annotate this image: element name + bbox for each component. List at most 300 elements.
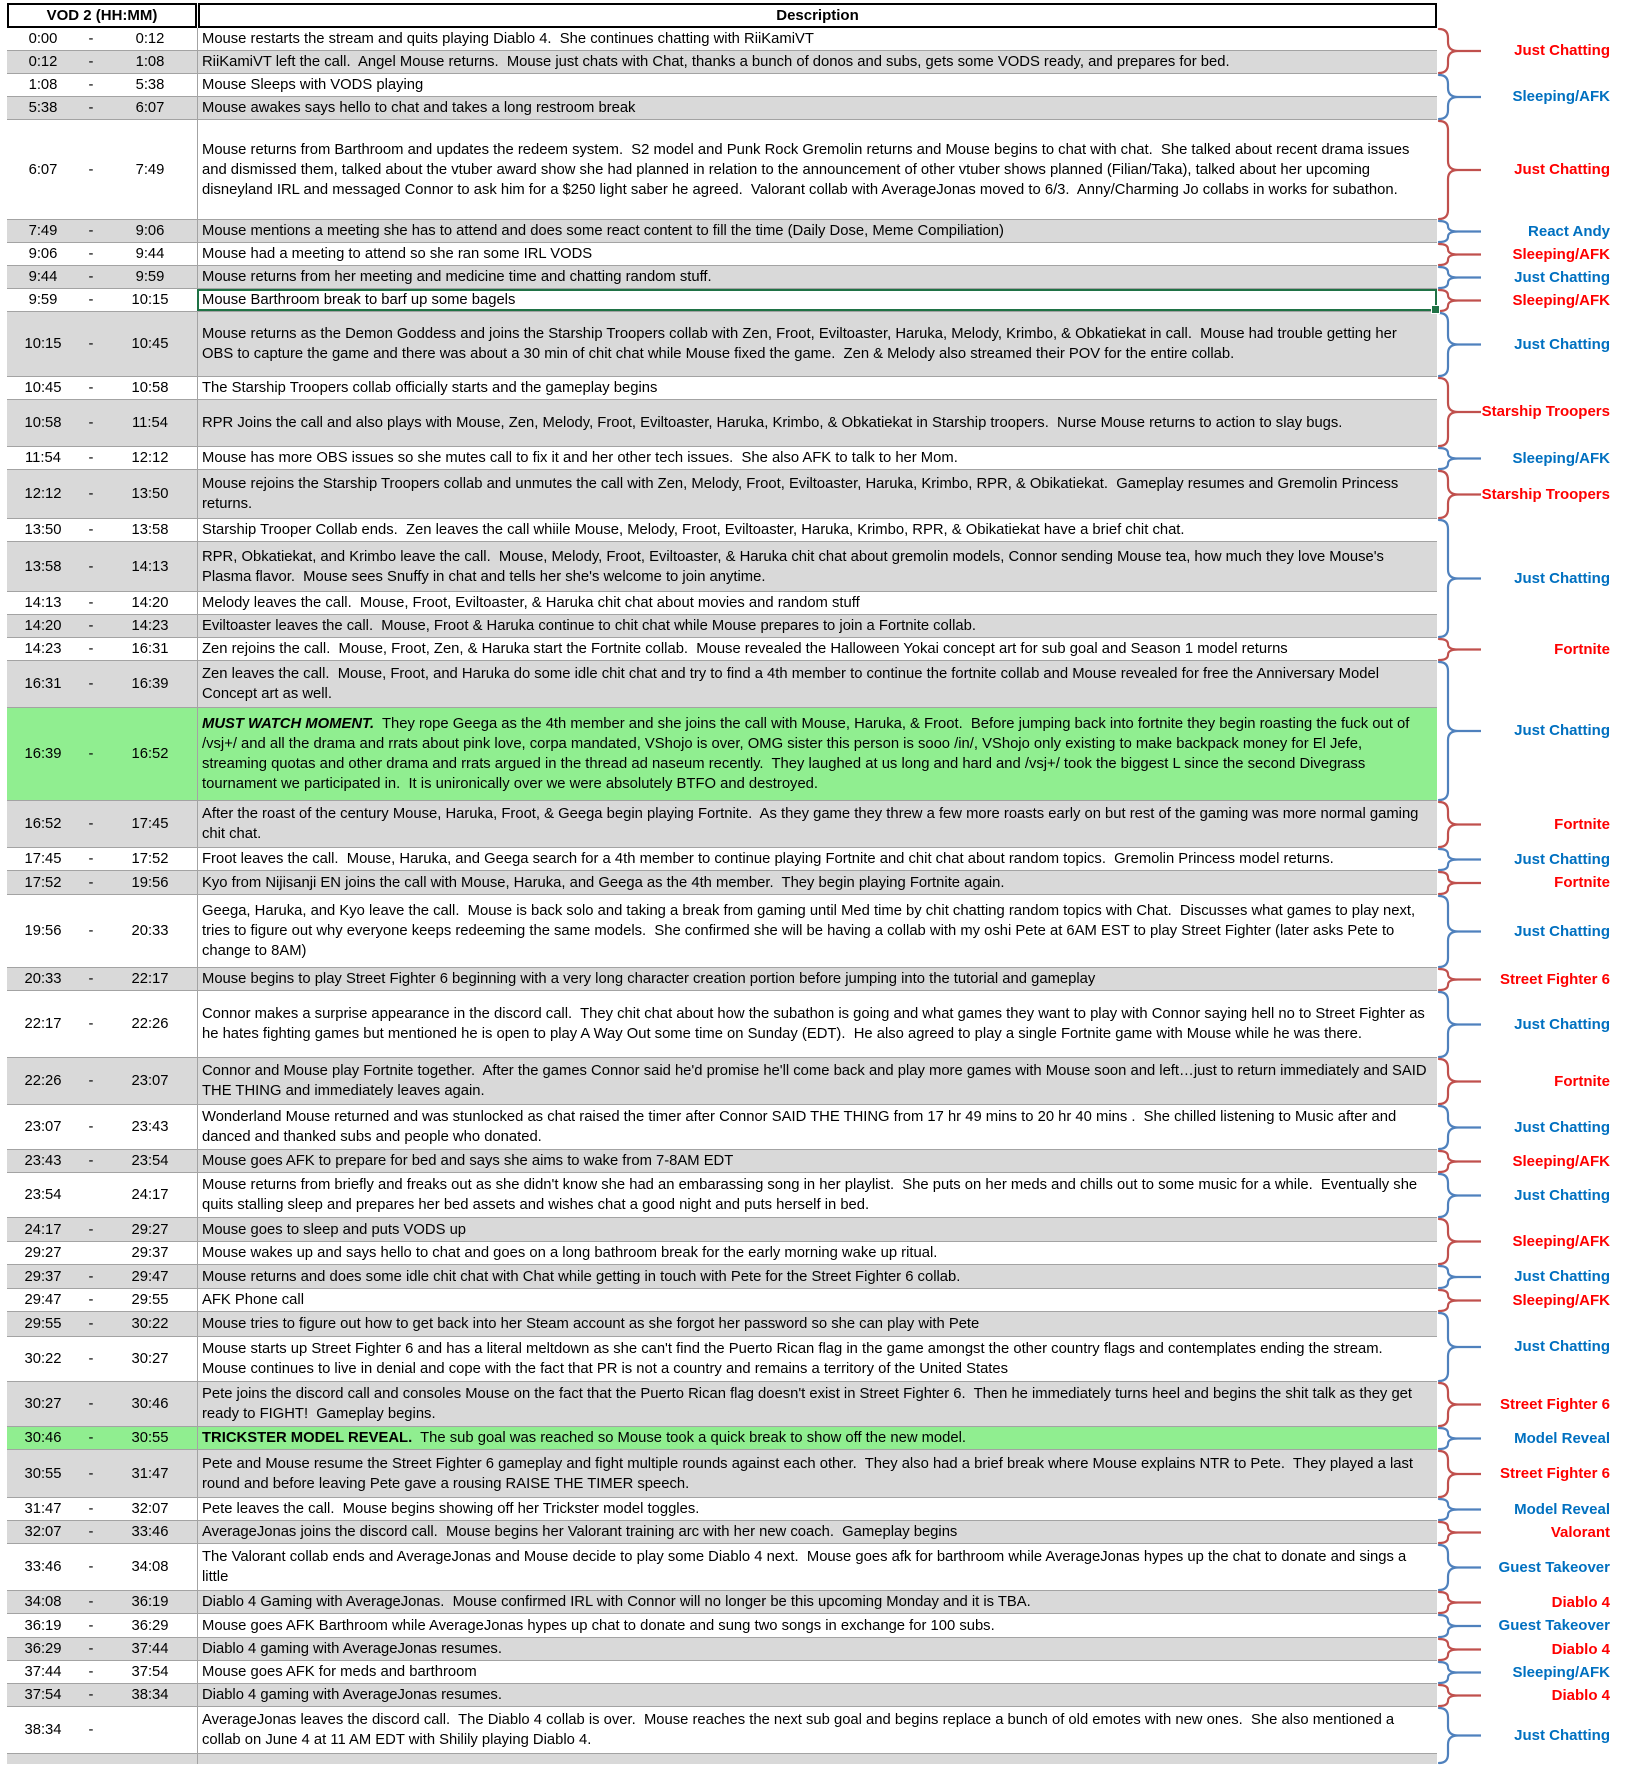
time-column-header[interactable]: VOD 2 (HH:MM)	[7, 3, 197, 28]
time-start-cell[interactable]: 30:22	[24, 1351, 62, 1367]
time-end-cell[interactable]: 12:12	[131, 450, 169, 466]
description-cell[interactable]	[197, 592, 1437, 614]
description-cell[interactable]	[197, 1450, 1437, 1497]
description-cell[interactable]	[197, 447, 1437, 469]
table-row	[7, 542, 1437, 592]
description-cell[interactable]	[197, 519, 1437, 541]
time-start-cell[interactable]: 37:44	[24, 1664, 62, 1680]
description-cell[interactable]	[197, 1754, 1437, 1764]
time-start-cell[interactable]: 22:26	[24, 1073, 62, 1089]
table-row	[7, 377, 1437, 400]
time-end-cell[interactable]: 31:47	[131, 1465, 169, 1482]
category-brace	[1439, 75, 1458, 119]
time-end-cell[interactable]: 9:06	[135, 223, 165, 239]
time-end-cell[interactable]: 1:08	[135, 54, 165, 70]
category-label: Just Chatting	[1514, 42, 1610, 59]
category-label: Starship Troopers	[1481, 403, 1610, 420]
table-row	[7, 74, 1437, 97]
time-end-cell[interactable]: 6:07	[135, 100, 165, 116]
category-label: Valorant	[1550, 1523, 1610, 1541]
time-start-cell[interactable]: 13:50	[24, 522, 62, 538]
category-brace	[1439, 471, 1458, 518]
category-label: Just Chatting	[1514, 335, 1610, 353]
description-cell[interactable]	[197, 1337, 1437, 1381]
table-row	[7, 312, 1437, 377]
time-start-cell[interactable]: 9:44	[28, 269, 58, 285]
time-end-cell[interactable]: 29:55	[131, 1292, 169, 1308]
category-brace	[1439, 1545, 1458, 1590]
description-text: Mouse has more OBS issues so she mutes call to fix it and her other tech issues. She also AFK to talk to her Mom.	[202, 450, 958, 466]
time-dash-cell[interactable]: -	[88, 874, 94, 891]
description-cell[interactable]	[197, 1661, 1437, 1683]
description-text: Mouse restarts the stream and quits playing Diablo 4. She continues chatting with RiiKamiVT	[202, 31, 814, 47]
description-text: MUST WATCH MOMENT. They rope Geega as the 4th member and she joins the call with Mouse, Haruka, & Froot. Before jumping back into fortnite they begin roasting the fuck out of /vsj+/ and all the drama and rrats about pink love, corpa mandated, VShojo is over, OMG sister this person is sooo /in/, VShojo only existing to make backpack money for El Jefe, streaming quotas and other drama and rrats argued in the thread ad naseum recently. They laughed at us long and hard and /vsj+/ took the biggest L since the second Divegrass tournament we participated in. It is unironically over we were absolutely BTFO and destroyed.	[202, 716, 1414, 792]
time-dash-cell[interactable]: -	[88, 246, 94, 262]
description-cell[interactable]	[197, 638, 1437, 660]
description-text: Kyo from Nijisanji EN joins the call with Mouse, Haruka, and Geega as the 4th member. They begin playing Fortnite again.	[202, 874, 1005, 891]
time-start-cell[interactable]: 30:46	[24, 1430, 62, 1446]
time-end-cell[interactable]: 23:07	[131, 1073, 169, 1089]
time-end-cell[interactable]: 5:38	[135, 77, 165, 93]
table-row	[7, 708, 1437, 801]
time-end-cell[interactable]: 36:19	[131, 1594, 169, 1610]
time-start-cell[interactable]: 34:08	[24, 1594, 62, 1610]
description-text: Diablo 4 gaming with AverageJonas resumes.	[202, 1641, 502, 1657]
time-start-cell[interactable]: 29:37	[24, 1268, 62, 1285]
time-dash-cell[interactable]: -	[88, 1641, 94, 1657]
description-text: Mouse returns from her meeting and medicine time and chatting random stuff.	[202, 269, 712, 285]
category-label: Just Chatting	[1514, 1118, 1610, 1136]
time-start-cell[interactable]: 37:54	[24, 1687, 62, 1703]
time-end-cell[interactable]: 17:45	[131, 816, 169, 832]
time-dash-cell[interactable]: -	[88, 641, 94, 657]
description-cell[interactable]	[197, 1684, 1437, 1706]
time-start-cell[interactable]: 9:06	[28, 246, 58, 262]
time-start-cell[interactable]: 29:27	[24, 1245, 62, 1261]
time-end-cell[interactable]: 29:47	[131, 1268, 169, 1285]
time-end-cell[interactable]	[103, 1754, 197, 1764]
time-dash-cell[interactable]	[79, 1754, 103, 1764]
time-dash-cell[interactable]: -	[88, 1617, 94, 1634]
description-text: The Valorant collab ends and AverageJonas and Mouse decide to play some Diablo 4 next. Mouse goes afk for barthroom while AverageJonas hypes up the chat to donate and sings a little	[202, 1549, 1411, 1585]
category-brace	[1439, 29, 1458, 73]
description-cell[interactable]	[197, 1638, 1437, 1660]
time-end-cell[interactable]: 30:46	[131, 1396, 169, 1412]
time-end-cell[interactable]: 23:43	[131, 1119, 169, 1135]
time-start-cell[interactable]: 38:34	[24, 1722, 62, 1738]
time-dash-cell[interactable]: -	[88, 1292, 94, 1308]
time-end-cell[interactable]: 10:58	[131, 380, 169, 396]
description-cell[interactable]	[197, 28, 1437, 50]
time-end-cell[interactable]: 29:27	[131, 1221, 169, 1238]
description-text: Pete and Mouse resume the Street Fighter 6 gameplay and fight multiple rounds against each other. They also had a brief break where Mouse explains NTR to Pete. They played a last round and before leaving Pete gave a rousing RAISE THE TIMER speech.	[202, 1455, 1418, 1492]
time-start-cell[interactable]: 14:23	[24, 641, 62, 657]
time-dash-cell[interactable]: -	[88, 31, 94, 47]
time-end-cell[interactable]: 10:15	[131, 292, 169, 308]
time-start-cell[interactable]: 17:52	[24, 874, 62, 891]
description-cell[interactable]	[197, 542, 1437, 591]
table-row	[7, 661, 1437, 708]
category-label: Diablo 4	[1551, 1686, 1610, 1704]
time-dash-cell[interactable]: -	[88, 851, 94, 867]
description-cell[interactable]	[197, 1591, 1437, 1613]
description-cell[interactable]	[197, 968, 1437, 990]
time-end-cell[interactable]: 37:54	[131, 1664, 169, 1680]
time-end-cell[interactable]: 13:50	[131, 486, 169, 502]
time-dash-cell[interactable]: -	[88, 161, 94, 178]
time-start-cell[interactable]: 36:29	[24, 1641, 62, 1657]
time-dash-cell[interactable]: -	[88, 1351, 94, 1367]
table-row	[7, 470, 1437, 519]
description-cell[interactable]	[197, 661, 1437, 707]
description-cell[interactable]	[197, 1427, 1437, 1449]
time-end-cell[interactable]: 19:56	[131, 874, 169, 891]
description-text: Geega, Haruka, and Kyo leave the call. Mouse is back solo and taking a break from gaming until Med time by chit chatting random topics with Chat. Discusses what games to play next, tries to figure out why everyone keeps redeeming the same models. She confirmed she will be having a collab with my oshi Pete at 6AM EST to play Street Fighter (later asks Pete to change to 8AM)	[202, 903, 1420, 959]
time-start-cell[interactable]: 0:00	[28, 31, 58, 47]
description-cell[interactable]	[197, 1289, 1437, 1311]
time-dash-cell[interactable]: -	[88, 816, 94, 832]
table-body	[7, 28, 1437, 1764]
time-dash-cell[interactable]: -	[88, 415, 94, 431]
description-cell[interactable]	[197, 400, 1437, 446]
category-label: Fortnite	[1554, 1072, 1610, 1090]
table-row	[7, 1754, 1437, 1764]
time-end-cell[interactable]: 36:29	[131, 1617, 169, 1634]
time-start-cell[interactable]: 13:58	[24, 558, 62, 575]
time-start-cell[interactable]: 9:59	[28, 292, 58, 308]
table-row	[7, 1544, 1437, 1591]
description-cell[interactable]	[197, 991, 1437, 1057]
table-row	[7, 1614, 1437, 1638]
table-row	[7, 1684, 1437, 1707]
time-start-cell[interactable]: 23:54	[24, 1187, 62, 1203]
time-start-cell[interactable]: 22:17	[24, 1016, 62, 1032]
category-label: Street Fighter 6	[1499, 970, 1610, 988]
description-cell[interactable]	[197, 1707, 1437, 1753]
description-cell[interactable]	[197, 97, 1437, 119]
category-label: Fortnite	[1554, 874, 1610, 891]
category-brace	[1439, 1451, 1458, 1497]
time-dash-cell[interactable]: -	[88, 292, 94, 308]
time-start-cell[interactable]: 29:55	[24, 1316, 62, 1332]
time-start-cell[interactable]: 36:19	[24, 1617, 62, 1634]
time-end-cell[interactable]: 38:34	[131, 1687, 169, 1703]
category-brace	[1439, 1106, 1458, 1149]
time-dash-cell[interactable]: -	[88, 1396, 94, 1412]
time-end-cell[interactable]: 24:17	[131, 1187, 169, 1203]
category-label: Sleeping/AFK	[1512, 1291, 1610, 1309]
description-cell[interactable]	[197, 1498, 1437, 1520]
time-start-cell[interactable]: 29:47	[24, 1292, 62, 1308]
time-start-cell[interactable]: 5:38	[28, 100, 58, 116]
time-dash-cell[interactable]: -	[88, 595, 94, 611]
time-end-cell[interactable]: 16:31	[131, 641, 169, 657]
description-cell[interactable]	[197, 1218, 1437, 1241]
description-text: Connor and Mouse play Fortnite together. After the games Connor said he'd promise he'll come back and play more games with Mouse soon and left…just to return immediately and SAID THE THING and immediately leaves again.	[202, 1063, 1431, 1099]
time-end-cell[interactable]: 22:17	[131, 971, 169, 987]
time-start-cell[interactable]: 14:20	[24, 618, 62, 634]
description-text: The Starship Troopers collab officially starts and the gameplay begins	[202, 380, 658, 396]
description-text: Mouse returns and does some idle chit chat with Chat while getting in touch with Pete for the Street Fighter 6 collab.	[202, 1268, 961, 1285]
table-row	[7, 51, 1437, 74]
table-row	[7, 289, 1437, 312]
time-dash-cell[interactable]: -	[88, 1501, 94, 1517]
category-label: Fortnite	[1554, 640, 1610, 658]
time-start-cell[interactable]: 31:47	[24, 1501, 62, 1517]
time-start-cell[interactable]: 33:46	[24, 1559, 62, 1575]
time-start-cell[interactable]: 16:31	[24, 676, 62, 692]
time-dash-cell[interactable]: -	[88, 1268, 94, 1285]
time-dash-cell[interactable]: -	[88, 1559, 94, 1575]
description-bold-prefix: MUST WATCH MOMENT.	[202, 716, 375, 732]
description-cell[interactable]	[197, 848, 1437, 870]
time-dash-cell[interactable]: -	[88, 1016, 94, 1032]
time-dash-cell[interactable]: -	[88, 1153, 94, 1169]
description-cell[interactable]	[197, 1265, 1437, 1288]
time-dash-cell[interactable]: -	[88, 336, 94, 352]
category-brace	[1439, 121, 1458, 219]
table-row	[7, 120, 1437, 220]
table-row	[7, 28, 1437, 51]
description-cell[interactable]	[197, 871, 1437, 894]
time-dash-cell[interactable]: -	[88, 1073, 94, 1089]
time-dash-cell[interactable]: -	[88, 746, 94, 762]
category-brace	[1439, 1662, 1458, 1683]
time-dash-cell[interactable]: -	[88, 676, 94, 692]
time-dash-cell[interactable]	[79, 1173, 103, 1217]
category-brace	[1439, 221, 1458, 242]
time-start-cell[interactable]: 12:12	[24, 486, 62, 502]
description-text: Mouse goes AFK Barthroom while AverageJonas hypes up chat to donate and sung two songs in exchange for 100 subs.	[202, 1617, 995, 1634]
table-row	[7, 968, 1437, 991]
description-cell[interactable]	[197, 377, 1437, 399]
time-start-cell[interactable]: 19:56	[24, 923, 62, 939]
description-bold-prefix: TRICKSTER MODEL REVEAL.	[202, 1430, 413, 1446]
category-brace	[1439, 1592, 1458, 1613]
time-dash-cell[interactable]: -	[88, 380, 94, 396]
category-brace	[1439, 992, 1458, 1057]
category-label: Sleeping/AFK	[1512, 1232, 1610, 1250]
time-dash-cell[interactable]: -	[88, 1594, 94, 1610]
time-dash-cell[interactable]: -	[88, 618, 94, 634]
time-end-cell[interactable]: 14:23	[131, 618, 169, 634]
time-end-cell[interactable]: 14:20	[131, 595, 169, 611]
category-brace	[1439, 1313, 1458, 1381]
table-row	[7, 266, 1437, 289]
time-dash-cell[interactable]: -	[88, 1687, 94, 1703]
time-dash-cell[interactable]: -	[88, 77, 94, 93]
description-cell[interactable]	[197, 801, 1437, 847]
time-end-cell[interactable]: 17:52	[131, 851, 169, 867]
time-dash-cell[interactable]: -	[88, 971, 94, 987]
category-brace	[1439, 849, 1458, 870]
description-cell[interactable]	[197, 266, 1437, 288]
description-cell[interactable]	[197, 615, 1437, 637]
table-row	[7, 1707, 1437, 1754]
table-row	[7, 991, 1437, 1058]
description-cell[interactable]	[197, 243, 1437, 265]
time-start-cell[interactable]: 14:13	[24, 595, 62, 611]
description-cell[interactable]	[197, 51, 1437, 73]
description-text: AverageJonas leaves the discord call. The Diablo 4 collab is over. Mouse reaches the next sub goal and begins replace a bunch of old emotes with new ones. She also mentioned a collab on June 4 at 11 AM EDT with Shilily playing Diablo 4.	[202, 1712, 1399, 1748]
time-end-cell[interactable]: 22:26	[131, 1016, 169, 1032]
description-cell[interactable]	[197, 895, 1437, 967]
description-cell[interactable]	[197, 220, 1437, 242]
time-dash-cell[interactable]: -	[88, 1316, 94, 1332]
time-end-cell[interactable]: 33:46	[131, 1524, 169, 1540]
time-start-cell[interactable]: 0:12	[28, 54, 58, 70]
time-end-cell[interactable]: 20:33	[131, 923, 169, 939]
time-start-cell[interactable]: 30:55	[24, 1465, 62, 1482]
category-label: Just Chatting	[1514, 922, 1610, 940]
time-dash-cell[interactable]: -	[88, 1221, 94, 1238]
category-brace	[1439, 1219, 1458, 1264]
time-start-cell[interactable]: 23:43	[24, 1153, 62, 1169]
table-row	[7, 1150, 1437, 1173]
time-start-cell[interactable]: 16:39	[24, 746, 62, 762]
time-dash-cell[interactable]: -	[88, 1119, 94, 1135]
time-end-cell[interactable]: 30:55	[131, 1430, 169, 1446]
description-column-header[interactable]: Description	[198, 3, 1437, 28]
description-text: Zen leaves the call. Mouse, Froot, and Haruka do some idle chit chat and try to find a 4th member to continue the fortnite collab and Mouse revealed for free the Anniversary Model Concept art as well.	[202, 666, 1384, 702]
time-start-cell[interactable]: 24:17	[24, 1221, 62, 1238]
time-end-cell[interactable]: 32:07	[131, 1501, 169, 1517]
description-text: RiiKamiVT left the call. Angel Mouse returns. Mouse just chats with Chat, thanks a bunch of donos and subs, gets some VODS ready, and prepares for bed.	[202, 54, 1230, 70]
description-cell[interactable]	[197, 1058, 1437, 1104]
time-end-cell[interactable]: 7:49	[135, 161, 165, 178]
category-brace	[1439, 267, 1458, 288]
time-start-cell[interactable]: 10:58	[24, 415, 62, 431]
time-end-cell[interactable]: 37:44	[131, 1641, 169, 1657]
time-dash-cell[interactable]: -	[88, 1722, 94, 1738]
description-text: Wonderland Mouse returned and was stunlocked as chat raised the timer after Connor SAID THE THING from 17 hr 49 mins to 20 hr 40 mins . She chilled listening to Music after and danced and thanked subs and people who donated.	[202, 1109, 1401, 1145]
category-brace	[1439, 872, 1458, 894]
category-label: Model Reveal	[1514, 1500, 1610, 1518]
time-end-cell[interactable]: 14:13	[131, 558, 169, 575]
category-label: Just Chatting	[1514, 1726, 1610, 1744]
time-dash-cell[interactable]: -	[88, 1524, 94, 1540]
description-cell[interactable]	[197, 120, 1437, 219]
time-start-cell[interactable]: 20:33	[24, 971, 62, 987]
time-end-cell[interactable]: 9:44	[135, 246, 165, 262]
time-start-cell[interactable]: 16:52	[24, 816, 62, 832]
time-start-cell[interactable]: 23:07	[24, 1119, 62, 1135]
category-brace	[1439, 1174, 1458, 1217]
time-dash-cell[interactable]: -	[88, 1430, 94, 1446]
category-brace	[1439, 1615, 1458, 1637]
description-text: Mouse starts up Street Fighter 6 and has a literal meltdown as she can't find the Puerto Rican flag in the game amongst the other country flags and contemplates ending the stream. Mouse continues to live in denial and cope with the fact that PR is not a country and remains a territory of the United States	[202, 1341, 1391, 1377]
table-row	[7, 1265, 1437, 1289]
description-cell[interactable]	[197, 1173, 1437, 1217]
time-end-cell[interactable]: 29:37	[131, 1245, 169, 1261]
description-text: Starship Trooper Collab ends. Zen leaves the call whiile Mouse, Melody, Froot, Eviltoaster, Haruka, Krimbo, RPR, & Obikatiekat have a brief chit chat.	[202, 522, 1185, 538]
description-cell[interactable]	[197, 470, 1437, 518]
time-start-cell[interactable]: 32:07	[24, 1524, 62, 1540]
time-start-cell[interactable]: 6:07	[28, 161, 58, 178]
table-row	[7, 1450, 1437, 1498]
time-end-cell[interactable]: 30:22	[131, 1316, 169, 1332]
time-dash-cell[interactable]: -	[88, 100, 94, 116]
description-text: Mouse returns from Barthroom and updates the redeem system. S2 model and Punk Rock Gremolin returns and Mouse begins to chat with chat. She talked about recent drama issues and dismissed them, talked about the vtuber award show she had planned in relation to the announcement of other vtuber shows planned (Filian/Taka), talked about her upcoming disneyland IRL and messaged Connor to ask him for a $250 light saber he agreed. Valorant collab with AverageJonas moved to 6/3. Anny/Charming Jo collabs in works for subathon.	[202, 141, 1414, 198]
time-dash-cell[interactable]: -	[88, 1465, 94, 1482]
time-start-cell[interactable]	[7, 1754, 79, 1764]
time-end-cell[interactable]: 0:12	[135, 31, 165, 47]
time-end-cell[interactable]: 16:52	[131, 746, 169, 762]
time-end-cell[interactable]	[103, 1707, 197, 1753]
description-cell[interactable]	[197, 1242, 1437, 1264]
time-start-cell[interactable]: 7:49	[28, 223, 58, 239]
table-row	[7, 871, 1437, 895]
description-cell[interactable]	[197, 1312, 1437, 1336]
category-brace	[1439, 1522, 1458, 1543]
category-label: Street Fighter 6	[1499, 1465, 1610, 1482]
description-cell[interactable]	[197, 1105, 1437, 1149]
time-dash-cell[interactable]: -	[88, 1664, 94, 1680]
time-end-cell[interactable]: 13:58	[131, 522, 169, 538]
description-text: Mouse returns from briefly and freaks out as she didn't know she had an embarassing song in her playlist. She puts on her meds and chills out to some music for a while. Eventually she quits stalling sleep and prepares her bed assets and wishes chat a good night and puts herself in bed.	[202, 1177, 1422, 1213]
category-brace	[1439, 520, 1458, 637]
description-text: Mouse rejoins the Starship Troopers collab and unmutes the call with Zen, Melody, Froot, Eviltoaster, Haruka, Krimbo, RPR, & Obikatiekat. Gameplay resumes and Gremolin Princess returns.	[202, 476, 1403, 512]
description-cell[interactable]	[197, 1521, 1437, 1543]
time-dash-cell[interactable]: -	[88, 522, 94, 538]
time-end-cell[interactable]: 16:39	[131, 676, 169, 692]
time-dash-cell[interactable]: -	[88, 558, 94, 575]
category-label: Just Chatting	[1514, 569, 1610, 587]
time-dash-cell[interactable]: -	[88, 269, 94, 285]
time-start-cell[interactable]: 11:54	[25, 450, 61, 466]
table-row	[7, 1105, 1437, 1150]
table-row	[7, 1218, 1437, 1242]
time-start-cell[interactable]: 10:45	[24, 380, 62, 396]
description-cell[interactable]	[197, 1544, 1437, 1590]
category-label: Street Fighter 6	[1499, 1395, 1610, 1413]
time-dash-cell[interactable]: -	[88, 223, 94, 239]
time-end-cell[interactable]: 30:27	[131, 1351, 169, 1367]
time-start-cell[interactable]: 10:15	[24, 336, 62, 352]
time-end-cell[interactable]: 9:59	[135, 269, 165, 285]
time-dash-cell[interactable]: -	[88, 54, 94, 70]
description-text: Zen rejoins the call. Mouse, Froot, Zen, & Haruka start the Fortnite collab. Mouse revealed the Halloween Yokai concept art for sub goal and Season 1 model returns	[202, 641, 1288, 657]
description-cell[interactable]	[197, 1614, 1437, 1637]
category-brace	[1439, 1428, 1458, 1449]
description-cell[interactable]	[197, 312, 1437, 376]
time-end-cell[interactable]: 10:45	[131, 336, 169, 352]
time-dash-cell[interactable]: -	[88, 923, 94, 939]
time-start-cell[interactable]: 30:27	[24, 1396, 62, 1412]
description-text: Mouse wakes up and says hello to chat and goes on a long bathroom break for the early morning wake up ritual.	[202, 1245, 938, 1261]
fill-handle[interactable]	[1431, 305, 1440, 314]
time-dash-cell[interactable]: -	[88, 486, 94, 502]
category-label: Just Chatting	[1514, 1186, 1610, 1204]
description-cell[interactable]	[197, 1382, 1437, 1426]
table-row	[7, 1638, 1437, 1661]
time-start-cell[interactable]: 17:45	[24, 851, 62, 867]
category-brace	[1439, 1708, 1458, 1763]
time-end-cell[interactable]: 34:08	[131, 1559, 169, 1575]
time-start-cell[interactable]: 1:08	[28, 77, 58, 93]
category-label: Sleeping/AFK	[1512, 245, 1610, 263]
time-dash-cell[interactable]: -	[88, 450, 94, 466]
category-label: Sleeping/AFK	[1512, 1152, 1610, 1170]
table-row	[7, 1337, 1437, 1382]
time-dash-cell[interactable]	[79, 1242, 103, 1264]
description-cell[interactable]	[197, 708, 1437, 800]
time-end-cell[interactable]: 11:54	[132, 415, 168, 431]
description-cell[interactable]	[197, 74, 1437, 96]
time-end-cell[interactable]: 23:54	[131, 1153, 169, 1169]
description-cell[interactable]	[197, 1150, 1437, 1172]
description-cell-selected[interactable]	[197, 289, 1437, 311]
